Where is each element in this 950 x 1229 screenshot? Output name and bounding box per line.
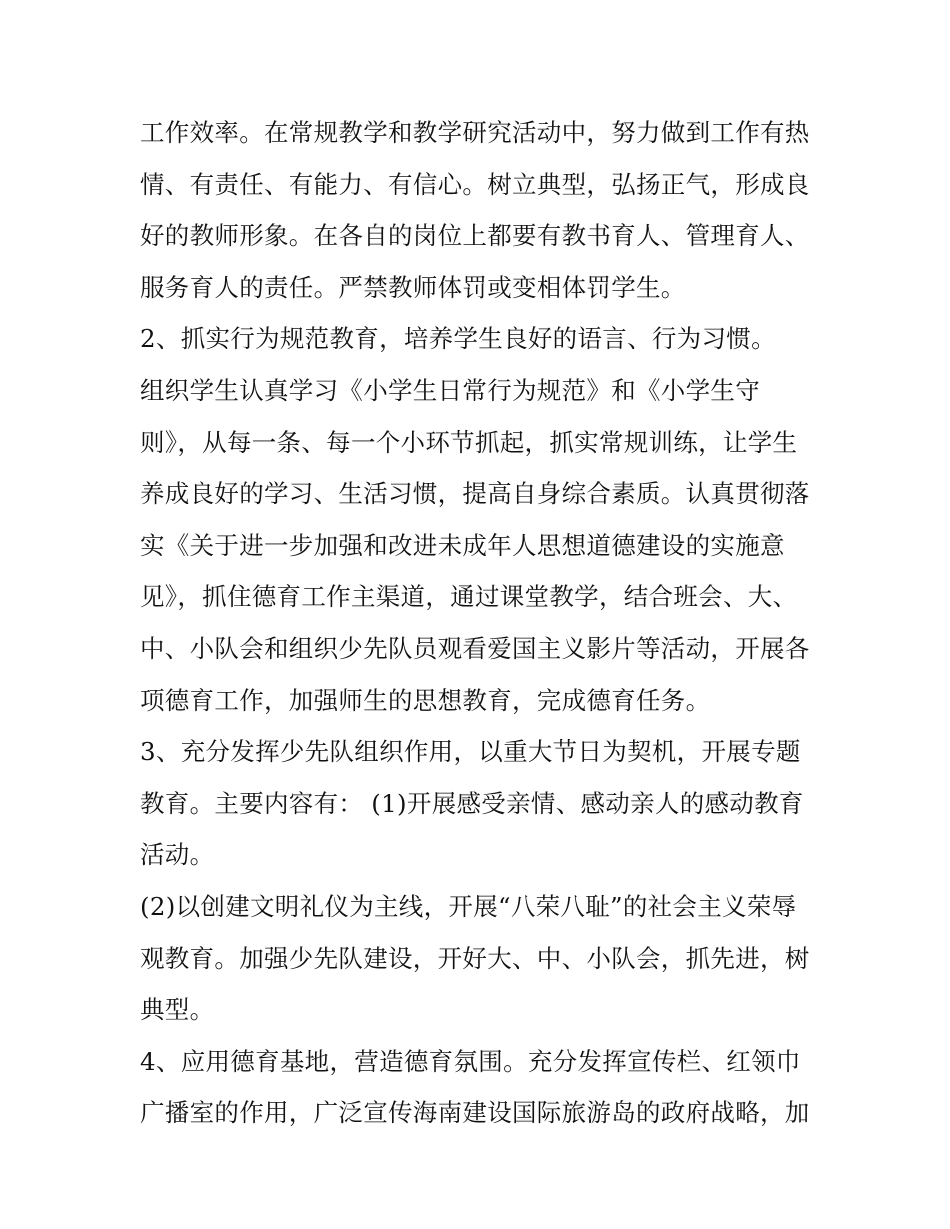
text-line: 4、应用德育基地，营造德育氛围。充分发挥宣传栏、红领巾 [140, 1046, 801, 1076]
text-line: 典型。 [140, 995, 215, 1025]
text-line: 服务育人的责任。严禁教师体罚或变相体罚学生。 [140, 272, 686, 302]
text-line: 养成良好的学习、生活习惯，提高自身综合素质。认真贯彻落 [140, 479, 810, 509]
text-line: 见》，抓住德育工作主渠道，通过课堂教学，结合班会、大、 [140, 582, 798, 612]
text-line: 中、小队会和组织少先队员观看爱国主义影片等活动，开展各 [140, 633, 810, 663]
text-line: 2、抓实行为规范教育，培养学生良好的语言、行为习惯。 [140, 324, 776, 354]
text-line: 实《关于进一步加强和改进未成年人思想道德建设的实施意 [140, 530, 785, 560]
text-line: 教育。主要内容有： (1)开展感受亲情、感动亲人的感动教育 [140, 788, 804, 818]
text-line: 工作效率。在常规教学和教学研究活动中，努力做到工作有热 [140, 118, 810, 147]
text-line: (2)以创建文明礼仪为主线，开展“八荣八耻”的社会主义荣辱 [140, 891, 797, 921]
text-line: 广播室的作用，广泛宣传海南建设国际旅游岛的政府战略，加 [140, 1098, 810, 1128]
text-line: 项德育工作，加强师生的思想教育，完成德育任务。 [140, 685, 711, 715]
text-line: 则》，从每一条、每一个小环节抓起，抓实常规训练，让学生 [140, 427, 798, 457]
text-line: 组织学生认真学习《小学生日常行为规范》和《小学生守 [140, 375, 760, 405]
text-line: 好的教师形象。在各自的岗位上都要有教书育人、管理育人、 [140, 221, 810, 251]
text-line: 活动。 [140, 840, 215, 870]
text-line: 情、有责任、有能力、有信心。树立典型，弘扬正气，形成良 [140, 169, 810, 199]
text-line: 观教育。加强少先队建设，开好大、中、小队会，抓先进，树 [140, 943, 810, 973]
body-text [140, 107, 820, 1139]
text-line: 3、充分发挥少先队组织作用，以重大节日为契机，开展专题 [140, 737, 801, 767]
